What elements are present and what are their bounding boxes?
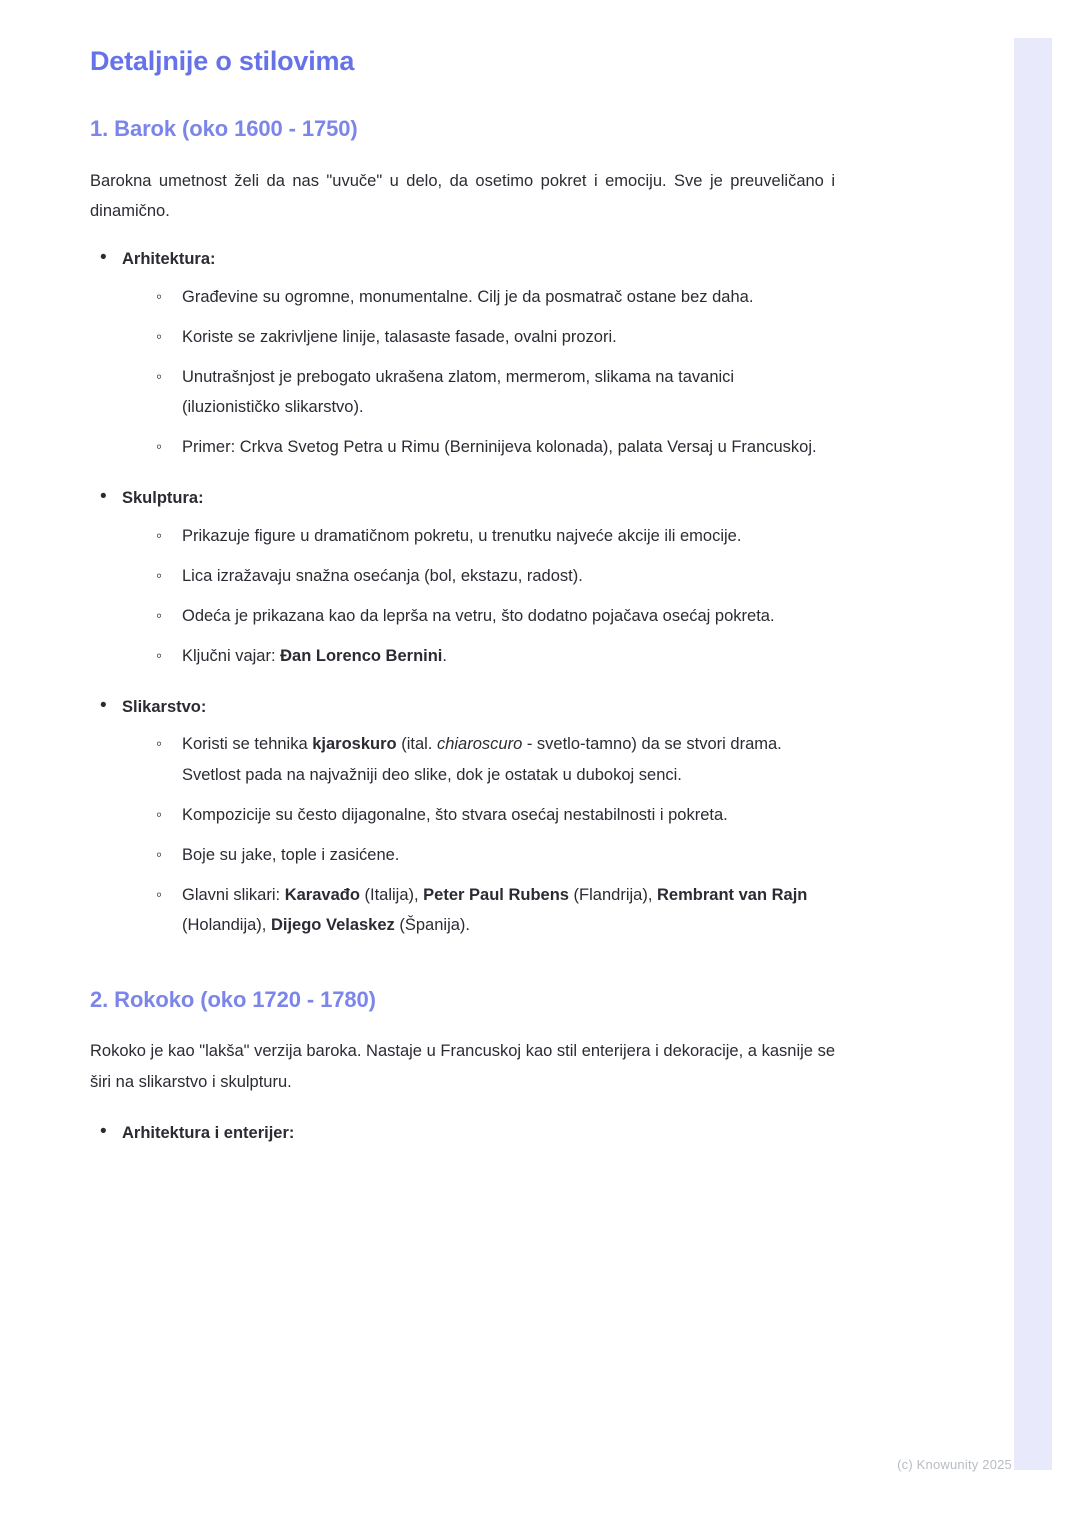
text-fragment-bold: Rembrant van Rajn: [657, 885, 808, 904]
text-fragment: - svetlo-tamno) da se stvori drama. Svetlost pada na najvažniji deo slike, dok je ostatak u dubokoj senci.: [182, 735, 782, 784]
arhitektura-items: [122, 282, 835, 462]
text-fragment-italic: chiaroscuro: [436, 735, 523, 754]
text-fragment: Ključni vajar:: [182, 646, 281, 665]
text-fragment-bold: Dijego Velaskez: [270, 915, 395, 934]
barok-group-list: [90, 245, 835, 940]
text-fragment: (Flandrija),: [568, 885, 657, 904]
list-item: ◦ Građevine su ogromne, monumentalne. Cilj je da posmatrač ostane bez daha.: [156, 282, 835, 312]
list-item: [156, 641, 835, 671]
group-skulptura: [90, 484, 835, 671]
text-fragment: (Španija).: [394, 915, 470, 934]
list-item: ◦ Odeća je prikazana kao da leprša na vetru, što dodatno pojačava osećaj pokreta.: [156, 601, 835, 631]
group-label-slikarstvo: • Slikarstvo:: [122, 697, 207, 716]
text-fragment: (Holandija),: [182, 915, 271, 934]
group-label-arhitektura-i-enterijer: • Arhitektura i enterijer:: [122, 1124, 295, 1143]
text-fragment: Koristi se tehnika: [182, 735, 313, 754]
group-arhitektura: [90, 245, 835, 462]
section-heading-rokoko: 2. Rokoko (oko 1720 - 1780): [90, 986, 376, 1012]
section-intro-rokoko: Rokoko je kao "lakša" verzija baroka. Nastaje u Francuskoj kao stil enterijera i dekoracije, a kasnije se širi na slikarstvo i skulpturu.: [90, 1042, 835, 1091]
page-title: Detaljnije o stilovima: [90, 46, 355, 76]
text-fragment-bold: Karavađo: [284, 885, 360, 904]
list-item: [156, 880, 835, 940]
group-label-arhitektura: • Arhitektura:: [122, 249, 216, 268]
group-label-skulptura: • Skulptura:: [122, 488, 204, 507]
group-slikarstvo: [90, 693, 835, 940]
slikarstvo-items: [122, 729, 835, 939]
watermark: (c) Knowunity 2025: [897, 1457, 1012, 1472]
list-item: ◦ Boje su jake, tople i zasićene.: [156, 840, 835, 870]
text-fragment: Glavni slikari:: [182, 885, 285, 904]
text-fragment: (Italija),: [359, 885, 424, 904]
rokoko-group-list: [90, 1119, 835, 1148]
text-fragment: .: [442, 646, 447, 665]
section-intro-barok: Barokna umetnost želi da nas "uvuče" u delo, da osetimo pokret i emociju. Sve je preuveličano i dinamično.: [90, 171, 835, 221]
section-heading-barok: 1. Barok (oko 1600 - 1750): [90, 116, 358, 142]
text-fragment-bold: Peter Paul Rubens: [423, 885, 569, 904]
list-item: ◦ Primer: Crkva Svetog Petra u Rimu (Berninijeva kolonada), palata Versaj u Francuskoj.: [156, 432, 835, 462]
list-item: ◦ Prikazuje figure u dramatičnom pokretu, u trenutku najveće akcije ili emocije.: [156, 521, 835, 551]
skulptura-items: [122, 521, 835, 671]
group-arhitektura-i-enterijer: [90, 1119, 835, 1148]
right-margin-strip: [1014, 38, 1052, 1470]
list-item: ◦ Unutrašnjost je prebogato ukrašena zlatom, mermerom, slikama na tavanici (iluzionističko slikarstvo).: [156, 362, 835, 422]
list-item: ◦ Lica izražavaju snažna osećanja (bol, ekstazu, radost).: [156, 561, 835, 591]
text-fragment-bold: Đan Lorenco Bernini: [280, 646, 443, 665]
text-fragment-bold: kjaroskuro: [312, 735, 397, 754]
list-item: [156, 729, 835, 789]
list-item: ◦ Kompozicije su često dijagonalne, što stvara osećaj nestabilnosti i pokreta.: [156, 800, 835, 830]
text-fragment: (ital.: [396, 735, 437, 754]
list-item: ◦ Koriste se zakrivljene linije, talasaste fasade, ovalni prozori.: [156, 322, 835, 352]
document-content: [90, 44, 835, 1158]
